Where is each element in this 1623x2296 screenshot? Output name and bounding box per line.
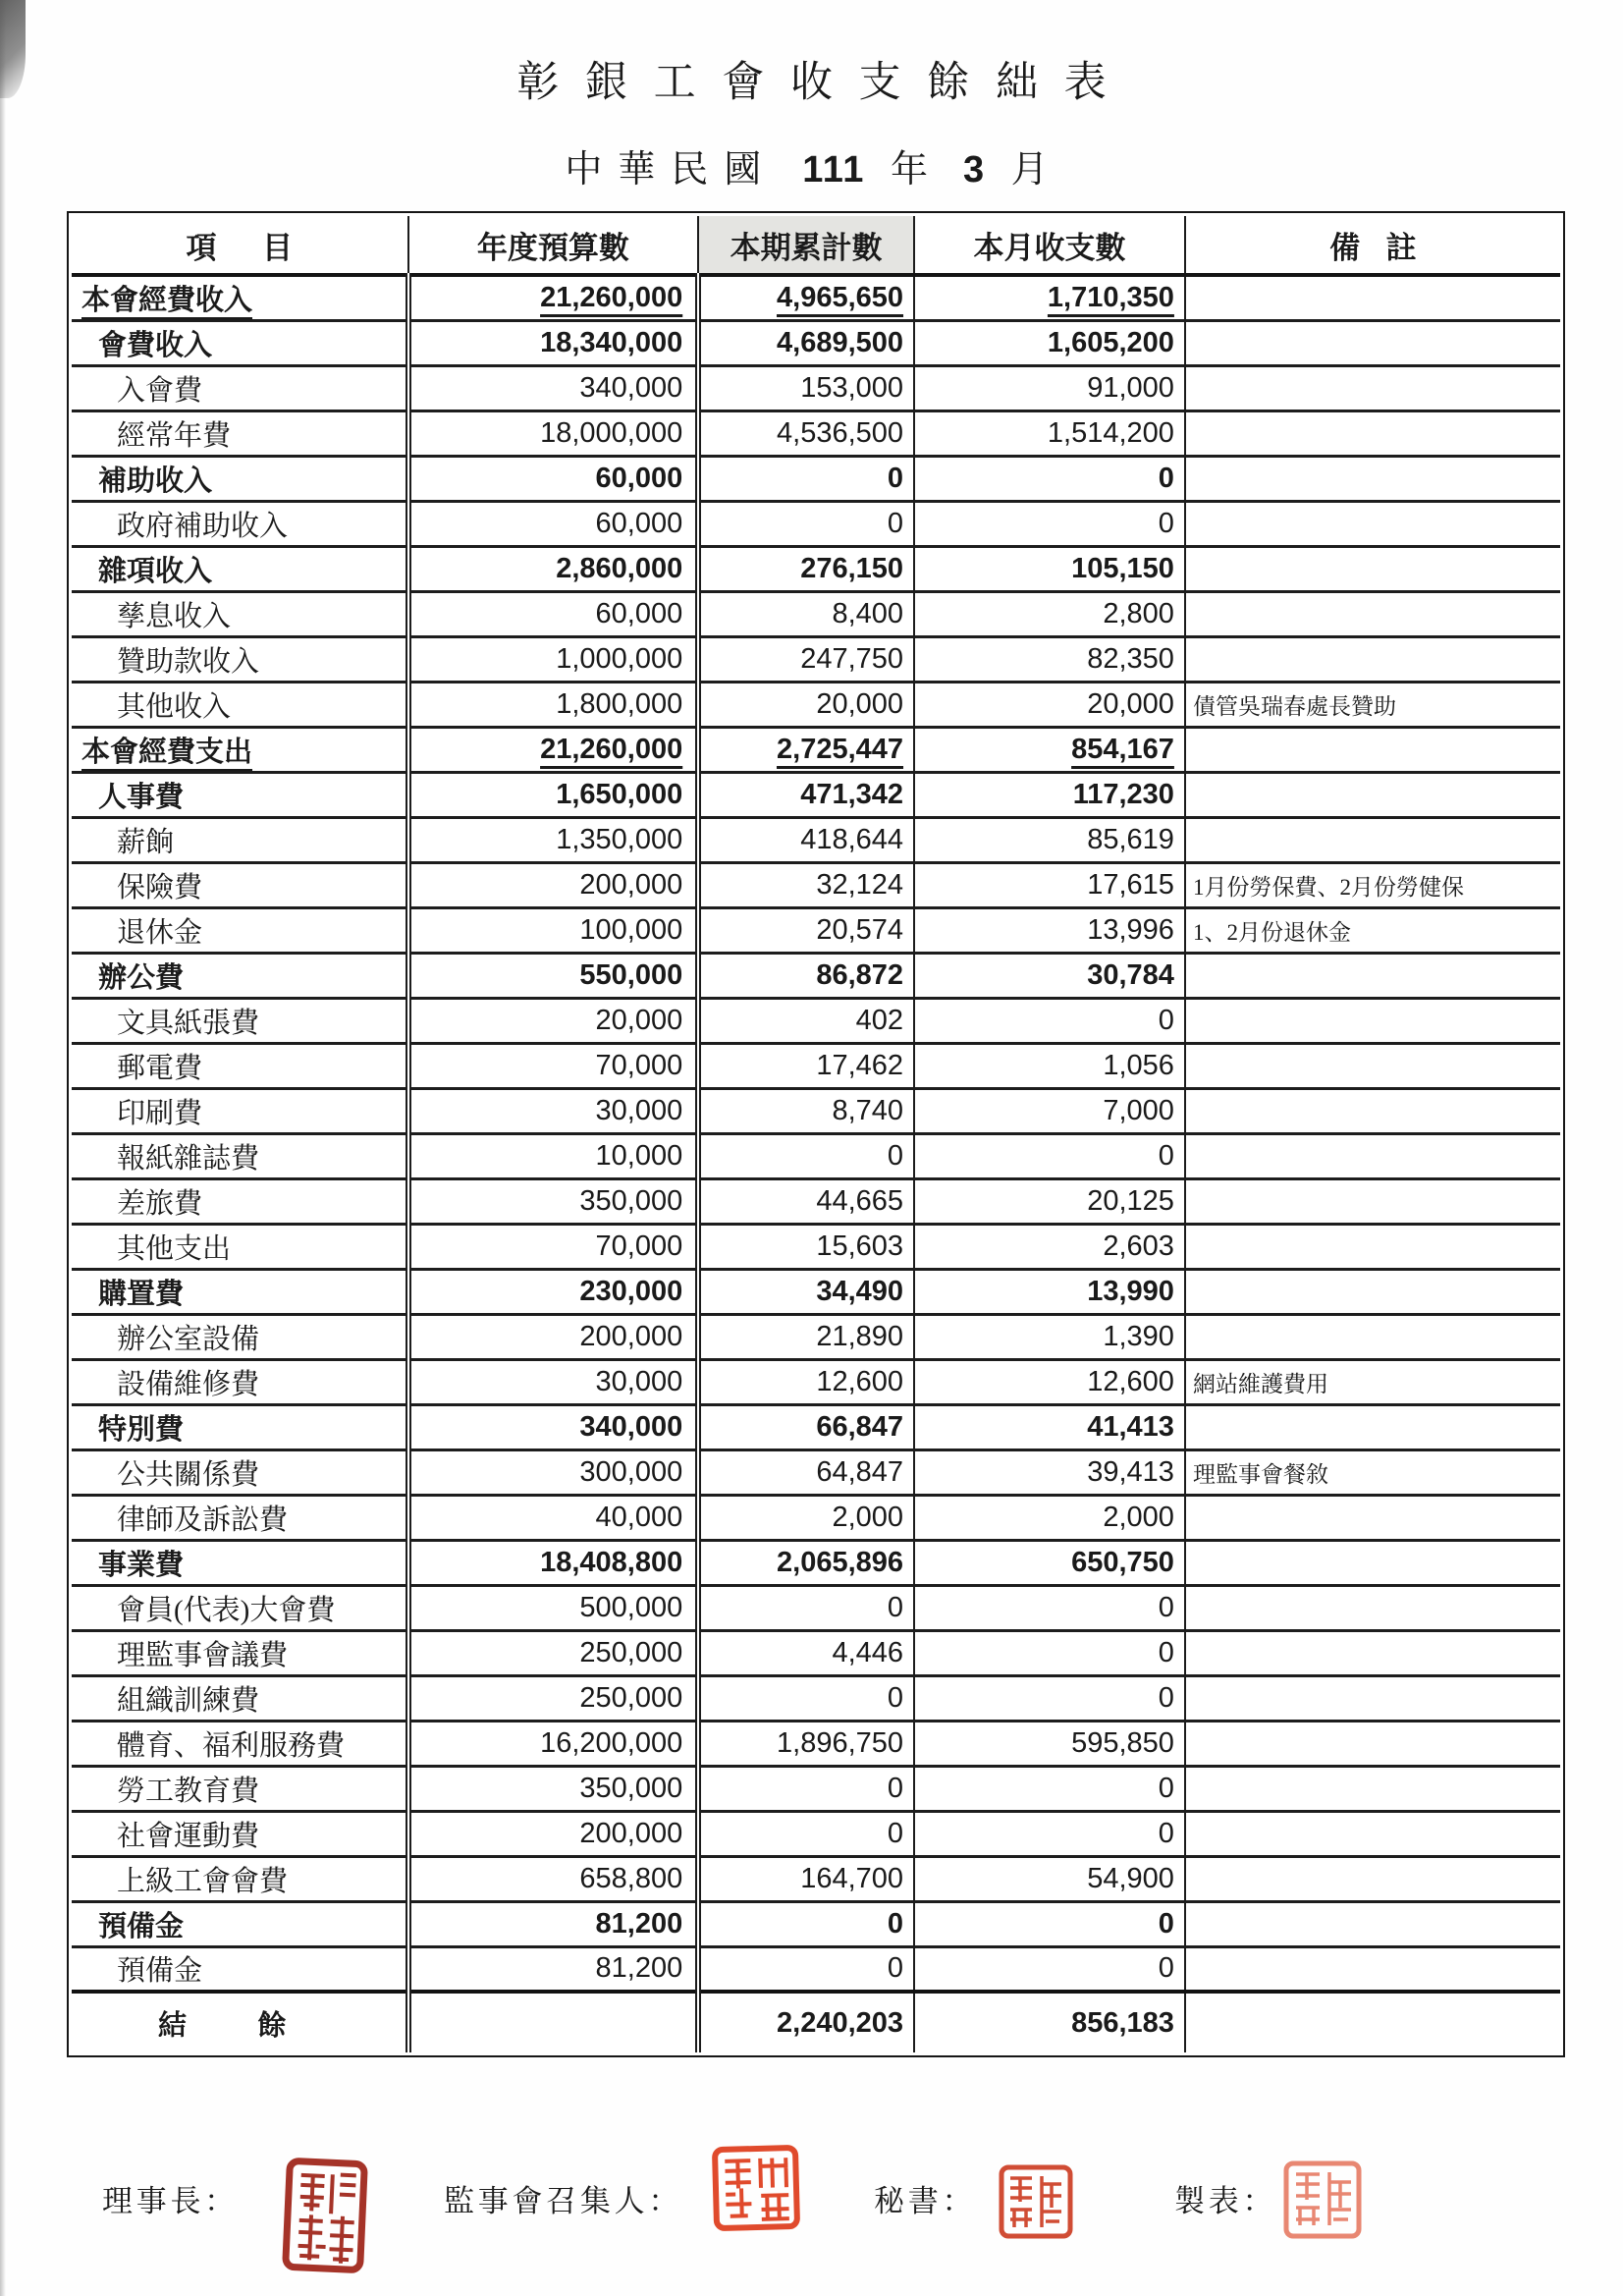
remark-cell — [1185, 320, 1560, 365]
month-amount-cell: 30,784 — [914, 953, 1185, 998]
header-annual-budget: 年度預算數 — [408, 216, 699, 275]
table-row — [72, 1133, 1560, 1178]
item-cell: 郵電費 — [117, 1052, 203, 1084]
month-amount-cell: 1,390 — [914, 1314, 1185, 1359]
month-amount-cell: 650,750 — [914, 1540, 1185, 1585]
item-cell: 薪餉 — [117, 826, 175, 858]
remark-cell — [1185, 546, 1560, 591]
month-amount-cell: 13,990 — [914, 1269, 1185, 1314]
period-cumulative-cell: 4,689,500 — [698, 320, 914, 365]
item-cell: 其他收入 — [117, 690, 232, 723]
month-amount-cell: 20,000 — [914, 682, 1185, 727]
period-cumulative-cell: 15,603 — [698, 1224, 914, 1269]
month-amount-cell: 0 — [914, 1585, 1185, 1630]
month-amount-cell: 82,350 — [914, 636, 1185, 682]
item-cell: 預備金 — [117, 1955, 203, 1988]
table-row — [72, 998, 1560, 1043]
period-cumulative-cell: 247,750 — [698, 636, 914, 682]
chairman-seal-icon — [282, 2157, 369, 2274]
remark-cell — [1185, 1404, 1560, 1449]
table-row — [72, 1224, 1560, 1269]
table-row — [72, 1269, 1560, 1314]
annual-budget-cell: 230,000 — [408, 1269, 699, 1314]
annual-budget-cell — [408, 1992, 699, 2052]
table-row — [72, 1675, 1560, 1721]
period-cumulative-cell: 20,000 — [698, 682, 914, 727]
annual-budget-cell: 18,000,000 — [408, 410, 699, 456]
period-cumulative-cell: 471,342 — [698, 772, 914, 817]
annual-budget-cell: 1,650,000 — [408, 772, 699, 817]
item-cell: 補助收入 — [98, 465, 213, 497]
annual-budget-cell: 200,000 — [408, 1811, 699, 1856]
item-cell: 經常年費 — [117, 419, 232, 452]
period-cumulative-cell: 402 — [698, 998, 914, 1043]
table-row — [72, 817, 1560, 862]
annual-budget-cell: 200,000 — [408, 1314, 699, 1359]
annual-budget-cell: 70,000 — [408, 1224, 699, 1269]
period-cumulative-cell: 21,890 — [698, 1314, 914, 1359]
era-label: 中華民國 — [565, 149, 778, 191]
table-row — [72, 1540, 1560, 1585]
chairman-label: 理事長： — [102, 2184, 239, 2218]
statement-table — [72, 216, 1560, 2052]
item-cell: 勞工教育費 — [117, 1775, 260, 1807]
table-row — [72, 1449, 1560, 1495]
month-amount-cell: 0 — [914, 1675, 1185, 1721]
period-cumulative-cell: 64,847 — [698, 1449, 914, 1495]
annual-budget-cell: 60,000 — [408, 456, 699, 501]
period-cumulative-cell: 8,740 — [698, 1088, 914, 1133]
month-amount-cell: 0 — [914, 1901, 1185, 1946]
period-cumulative-cell: 2,725,447 — [698, 727, 914, 772]
item-cell: 差旅費 — [117, 1187, 203, 1220]
remark-cell — [1185, 365, 1560, 410]
month-amount-cell: 595,850 — [914, 1721, 1185, 1766]
table-row — [72, 1404, 1560, 1449]
remark-cell — [1185, 1540, 1560, 1585]
remark-cell — [1185, 1901, 1560, 1946]
header-item: 項目 — [186, 230, 339, 265]
annual-budget-cell: 658,800 — [408, 1856, 699, 1901]
item-cell: 辦公室設備 — [117, 1323, 260, 1355]
period-cumulative-cell: 0 — [698, 1811, 914, 1856]
table-row — [72, 365, 1560, 410]
month-amount-cell: 2,000 — [914, 1495, 1185, 1540]
period-cumulative-cell: 1,896,750 — [698, 1721, 914, 1766]
remark-cell — [1185, 817, 1560, 862]
year-value: 111 — [802, 149, 865, 191]
item-cell: 公共關係費 — [117, 1458, 260, 1491]
remark-cell — [1185, 636, 1560, 682]
table-row — [72, 1721, 1560, 1766]
month-amount-cell: 0 — [914, 1946, 1185, 1992]
annual-budget-cell: 350,000 — [408, 1766, 699, 1811]
remark-cell — [1185, 998, 1560, 1043]
remark-cell: 債管吳瑞春處長贊助 — [1185, 682, 1560, 727]
table-row — [72, 546, 1560, 591]
item-cell: 結餘 — [158, 2009, 358, 2042]
annual-budget-cell: 30,000 — [408, 1088, 699, 1133]
header-remarks: 備註 — [1185, 216, 1560, 275]
page-title: 彰銀工會收支餘絀表 — [516, 60, 1133, 106]
month-amount-cell: 39,413 — [914, 1449, 1185, 1495]
table-row — [72, 1359, 1560, 1404]
month-amount-cell: 1,514,200 — [914, 410, 1185, 456]
period-cumulative-cell: 2,065,896 — [698, 1540, 914, 1585]
period-cumulative-cell: 276,150 — [698, 546, 914, 591]
remark-cell — [1185, 1133, 1560, 1178]
month-amount-cell: 0 — [914, 456, 1185, 501]
month-amount-cell: 1,710,350 — [914, 275, 1185, 320]
remark-cell: 理監事會餐敘 — [1185, 1449, 1560, 1495]
table-row — [72, 1043, 1560, 1088]
secretary-label: 秘書： — [874, 2184, 977, 2218]
item-cell: 會員(代表)大會費 — [117, 1594, 336, 1626]
table-row — [72, 410, 1560, 456]
remark-cell — [1185, 456, 1560, 501]
period-cumulative-cell: 0 — [698, 1675, 914, 1721]
remark-cell — [1185, 953, 1560, 998]
period-cumulative-cell: 0 — [698, 1133, 914, 1178]
item-cell: 報紙雜誌費 — [117, 1142, 260, 1175]
remark-cell: 1、2月份退休金 — [1185, 907, 1560, 953]
month-amount-cell: 13,996 — [914, 907, 1185, 953]
remark-cell — [1185, 1811, 1560, 1856]
item-cell: 組織訓練費 — [117, 1684, 260, 1717]
item-cell: 保險費 — [117, 871, 203, 903]
supervisor-convener-label: 監事會召集人： — [444, 2184, 683, 2218]
item-cell: 入會費 — [117, 374, 203, 407]
item-cell: 辦公費 — [98, 961, 185, 994]
remark-cell — [1185, 1178, 1560, 1224]
item-cell: 設備維修費 — [117, 1368, 260, 1400]
remark-cell — [1185, 501, 1560, 546]
remark-cell — [1185, 1856, 1560, 1901]
month-amount-cell: 0 — [914, 501, 1185, 546]
item-cell: 體育、福利服務費 — [117, 1729, 346, 1762]
statement-table-frame — [67, 211, 1565, 2057]
annual-budget-cell: 81,200 — [408, 1901, 699, 1946]
period-cumulative-cell: 4,446 — [698, 1630, 914, 1675]
annual-budget-cell: 1,350,000 — [408, 817, 699, 862]
item-cell: 律師及訴訟費 — [117, 1503, 289, 1536]
remark-cell — [1185, 1630, 1560, 1675]
table-row — [72, 953, 1560, 998]
annual-budget-cell: 300,000 — [408, 1449, 699, 1495]
period-cumulative-cell: 34,490 — [698, 1269, 914, 1314]
preparer-label: 製表： — [1174, 2184, 1277, 2218]
annual-budget-cell: 10,000 — [408, 1133, 699, 1178]
period-cumulative-cell: 0 — [698, 1585, 914, 1630]
item-cell: 購置費 — [98, 1278, 185, 1310]
table-row — [72, 456, 1560, 501]
remark-cell — [1185, 275, 1560, 320]
table-row — [72, 636, 1560, 682]
period-cumulative-cell: 32,124 — [698, 862, 914, 907]
item-cell: 其他支出 — [117, 1232, 232, 1265]
annual-budget-cell: 18,408,800 — [408, 1540, 699, 1585]
remark-cell — [1185, 1495, 1560, 1540]
table-row — [72, 1992, 1560, 2052]
month-amount-cell: 856,183 — [914, 1992, 1185, 2052]
month-amount-cell: 41,413 — [914, 1404, 1185, 1449]
period-cumulative-cell: 0 — [698, 456, 914, 501]
report-period — [0, 138, 1623, 192]
period-cumulative-cell: 2,000 — [698, 1495, 914, 1540]
month-amount-cell: 0 — [914, 1133, 1185, 1178]
period-cumulative-cell: 2,240,203 — [698, 1992, 914, 2052]
period-cumulative-cell: 164,700 — [698, 1856, 914, 1901]
header-month-amount: 本月收支數 — [914, 216, 1185, 275]
remark-cell: 1月份勞保費、2月份勞健保 — [1185, 862, 1560, 907]
annual-budget-cell: 60,000 — [408, 501, 699, 546]
table-row — [72, 727, 1560, 772]
item-cell: 預備金 — [98, 1910, 185, 1942]
remark-cell — [1185, 1043, 1560, 1088]
table-row — [72, 320, 1560, 365]
secretary-seal-icon — [999, 2164, 1073, 2239]
table-row — [72, 907, 1560, 953]
annual-budget-cell: 16,200,000 — [408, 1721, 699, 1766]
annual-budget-cell: 550,000 — [408, 953, 699, 998]
remark-cell: 網站維護費用 — [1185, 1359, 1560, 1404]
item-cell: 文具紙張費 — [117, 1007, 260, 1039]
month-amount-cell: 85,619 — [914, 817, 1185, 862]
item-cell: 孳息收入 — [117, 600, 232, 632]
period-cumulative-cell: 86,872 — [698, 953, 914, 998]
item-cell: 事業費 — [98, 1549, 185, 1581]
item-cell: 本會經費支出 — [81, 736, 253, 768]
annual-budget-cell: 1,000,000 — [408, 636, 699, 682]
annual-budget-cell: 2,860,000 — [408, 546, 699, 591]
period-cumulative-cell: 0 — [698, 1946, 914, 1992]
month-amount-cell: 7,000 — [914, 1088, 1185, 1133]
item-cell: 社會運動費 — [117, 1820, 260, 1852]
supervisor-convener-seal-icon — [711, 2144, 801, 2232]
annual-budget-cell: 250,000 — [408, 1630, 699, 1675]
table-row — [72, 1946, 1560, 1992]
year-unit: 年 — [890, 149, 928, 191]
item-cell: 本會經費收入 — [81, 284, 253, 316]
month-value: 3 — [962, 149, 986, 191]
remark-cell — [1185, 591, 1560, 636]
month-amount-cell: 0 — [914, 1811, 1185, 1856]
period-cumulative-cell: 66,847 — [698, 1404, 914, 1449]
table-row — [72, 1585, 1560, 1630]
month-amount-cell: 1,056 — [914, 1043, 1185, 1088]
item-cell: 贊助款收入 — [117, 645, 260, 678]
item-cell: 上級工會會費 — [117, 1865, 289, 1897]
item-cell: 會費收入 — [98, 329, 213, 361]
month-amount-cell: 1,605,200 — [914, 320, 1185, 365]
item-cell: 理監事會議費 — [117, 1639, 289, 1671]
item-cell: 特別費 — [98, 1413, 185, 1446]
annual-budget-cell: 30,000 — [408, 1359, 699, 1404]
table-row — [72, 862, 1560, 907]
table-row — [72, 275, 1560, 320]
month-unit: 月 — [1010, 149, 1049, 191]
remark-cell — [1185, 1946, 1560, 1992]
table-row — [72, 1495, 1560, 1540]
month-amount-cell: 0 — [914, 1766, 1185, 1811]
table-row — [72, 1630, 1560, 1675]
month-amount-cell: 91,000 — [914, 365, 1185, 410]
annual-budget-cell: 500,000 — [408, 1585, 699, 1630]
month-amount-cell: 105,150 — [914, 546, 1185, 591]
period-cumulative-cell: 0 — [698, 501, 914, 546]
item-cell: 政府補助收入 — [117, 510, 289, 542]
remark-cell — [1185, 772, 1560, 817]
month-amount-cell: 54,900 — [914, 1856, 1185, 1901]
annual-budget-cell: 1,800,000 — [408, 682, 699, 727]
annual-budget-cell: 70,000 — [408, 1043, 699, 1088]
item-cell: 退休金 — [117, 916, 203, 949]
remark-cell — [1185, 1314, 1560, 1359]
header-period-cumulative: 本期累計數 — [698, 216, 914, 275]
table-row — [72, 1856, 1560, 1901]
annual-budget-cell: 20,000 — [408, 998, 699, 1043]
period-cumulative-cell: 0 — [698, 1901, 914, 1946]
preparer-seal-icon — [1283, 2160, 1362, 2239]
period-cumulative-cell: 12,600 — [698, 1359, 914, 1404]
annual-budget-cell: 18,340,000 — [408, 320, 699, 365]
annual-budget-cell: 200,000 — [408, 862, 699, 907]
table-row — [72, 1811, 1560, 1856]
remark-cell — [1185, 1766, 1560, 1811]
remark-cell — [1185, 1992, 1560, 2052]
period-cumulative-cell: 17,462 — [698, 1043, 914, 1088]
annual-budget-cell: 340,000 — [408, 1404, 699, 1449]
period-cumulative-cell: 4,536,500 — [698, 410, 914, 456]
annual-budget-cell: 250,000 — [408, 1675, 699, 1721]
remark-cell — [1185, 1585, 1560, 1630]
period-cumulative-cell: 4,965,650 — [698, 275, 914, 320]
period-cumulative-cell: 153,000 — [698, 365, 914, 410]
header-row — [72, 216, 1560, 275]
month-amount-cell: 0 — [914, 998, 1185, 1043]
period-cumulative-cell: 8,400 — [698, 591, 914, 636]
month-amount-cell: 2,800 — [914, 591, 1185, 636]
remark-cell — [1185, 1721, 1560, 1766]
table-row — [72, 772, 1560, 817]
month-amount-cell: 2,603 — [914, 1224, 1185, 1269]
remark-cell — [1185, 1088, 1560, 1133]
annual-budget-cell: 60,000 — [408, 591, 699, 636]
table-row — [72, 1766, 1560, 1811]
month-amount-cell: 12,600 — [914, 1359, 1185, 1404]
month-amount-cell: 117,230 — [914, 772, 1185, 817]
month-amount-cell: 17,615 — [914, 862, 1185, 907]
table-row — [72, 1901, 1560, 1946]
period-cumulative-cell: 418,644 — [698, 817, 914, 862]
remark-cell — [1185, 1224, 1560, 1269]
annual-budget-cell: 100,000 — [408, 907, 699, 953]
period-cumulative-cell: 44,665 — [698, 1178, 914, 1224]
annual-budget-cell: 340,000 — [408, 365, 699, 410]
remark-cell — [1185, 410, 1560, 456]
annual-budget-cell: 40,000 — [408, 1495, 699, 1540]
item-cell: 印刷費 — [117, 1097, 203, 1129]
table-row — [72, 1088, 1560, 1133]
table-row — [72, 1314, 1560, 1359]
signature-row — [67, 2153, 1555, 2296]
period-cumulative-cell: 20,574 — [698, 907, 914, 953]
annual-budget-cell: 21,260,000 — [408, 727, 699, 772]
item-cell: 人事費 — [98, 781, 185, 813]
remark-cell — [1185, 727, 1560, 772]
month-amount-cell: 0 — [914, 1630, 1185, 1675]
scan-edge-shadow — [0, 0, 6, 2296]
annual-budget-cell: 350,000 — [408, 1178, 699, 1224]
annual-budget-cell: 81,200 — [408, 1946, 699, 1992]
month-amount-cell: 20,125 — [914, 1178, 1185, 1224]
table-row — [72, 591, 1560, 636]
item-cell: 雜項收入 — [98, 555, 213, 587]
annual-budget-cell: 21,260,000 — [408, 275, 699, 320]
remark-cell — [1185, 1269, 1560, 1314]
remark-cell — [1185, 1675, 1560, 1721]
table-row — [72, 501, 1560, 546]
month-amount-cell: 854,167 — [914, 727, 1185, 772]
table-row — [72, 1178, 1560, 1224]
table-row — [72, 682, 1560, 727]
period-cumulative-cell: 0 — [698, 1766, 914, 1811]
